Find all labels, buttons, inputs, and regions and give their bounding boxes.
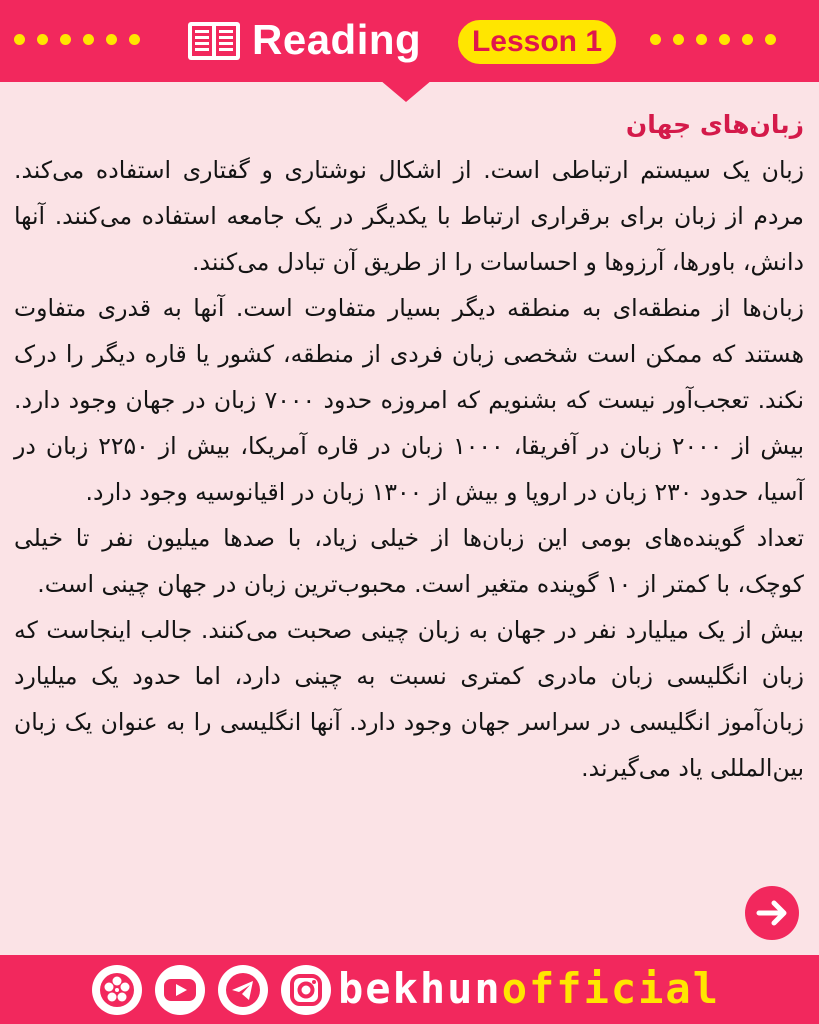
paragraph: بیش از یک میلیارد نفر در جهان به زبان چینی صحبت می‌کنند. جالب اینجاست که زبان انگلیسی زبان مادری کمتری نسبت به چینی دارد، اما حدود یک میلیارد زبان‌آموز انگلیسی در سراسر جهان وجود دارد. آنها انگلیسی را به عنوان یک زبان بین‌المللی یاد می‌گیرند. (14, 616, 804, 782)
header-bar (0, 0, 819, 82)
header-notch (380, 80, 432, 102)
paragraph: زبان‌ها از منطقه‌ای به منطقه دیگر بسیار متفاوت است. آنها به قدری متفاوت هستند که ممکن است شخصی زبان فردی از منطقه، کشور یا قاره دیگر را درک نکند. تعجب‌آور نیست که بشنویم که امروزه حدود ۷۰۰۰ زبان در جهان وجود دارد. بیش از ۲۰۰۰ زبان در آفریقا، ۱۰۰۰ زبان در قاره آمریکا، بیش از ۲۲۵۰ زبان در آسیا، حدود ۲۳۰ زبان در اروپا و بیش از ۱۳۰۰ زبان در اقیانوسیه وجود دارد. (14, 294, 805, 506)
next-button[interactable] (745, 886, 799, 940)
arrow-right-icon (745, 886, 799, 940)
footer-bar (0, 955, 819, 1024)
paragraph: زبان یک سیستم ارتباطی است. از اشکال نوشتاری و گفتاری استفاده می‌کند. مردم از زبان برای برقراری ارتباط با یکدیگر در یک جامعه استفاده می‌کنند. آنها دانش، باورها، آرزوها و احساسات را از طریق آن تبادل می‌کنند. (14, 156, 804, 276)
open-book-icon (186, 20, 242, 62)
instagram-icon[interactable] (281, 965, 331, 1015)
lesson-badge: Lesson 1 (455, 17, 619, 67)
decorative-dots-left (14, 34, 140, 48)
film-reel-icon[interactable] (92, 965, 142, 1015)
telegram-icon[interactable] (218, 965, 268, 1015)
section-title: Reading (252, 16, 422, 63)
paragraph: تعداد گوینده‌های بومی این زبان‌ها از خیلی زیاد، با صدها میلیون نفر تا خیلی کوچک، با کمتر از ۱۰ گوینده متغیر است. محبوب‌ترین زبان در جهان چینی است. (14, 524, 804, 598)
brand-handle-secondary: official (501, 964, 721, 1013)
article-body (14, 103, 804, 791)
youtube-icon[interactable] (155, 965, 205, 1015)
article-title: زبان‌های جهان (625, 110, 804, 139)
brand-handle-primary: bekhun (338, 964, 502, 1013)
decorative-dots-right (650, 34, 776, 48)
brand-handle (338, 959, 720, 1019)
